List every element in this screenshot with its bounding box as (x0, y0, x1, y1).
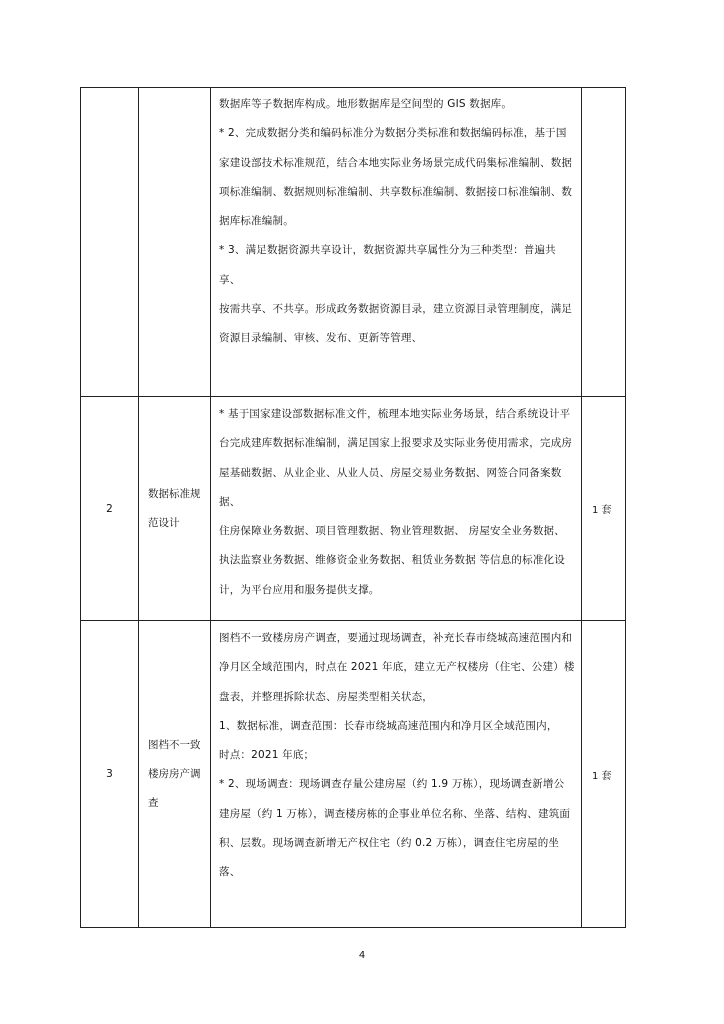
quantity: 1 套 (592, 770, 612, 782)
content-cell (211, 88, 582, 397)
spec-table (80, 87, 626, 928)
quantity-cell (582, 88, 626, 397)
quantity-cell (582, 621, 626, 928)
content-cell (211, 397, 582, 621)
content-text (211, 397, 581, 605)
content-line: 按需共享、不共享。形成政务数据资源目录，建立资源目录管理制度，满足 (219, 303, 573, 316)
content-line: 住房保障业务数据、项目管理数据、物业管理数据、 房屋安全业务数据、 (219, 525, 565, 538)
content-line: 执法监察业务数据、维修资金业务数据、租赁业务数据 等信息的标准化设 (219, 554, 565, 567)
content-text (211, 88, 581, 354)
content-line: 家建设部技术标准规范，结合本地实际业务场景完成代码集标准编制、数据 (219, 156, 573, 169)
content-line: * 2、完成数据分类和编码标准分为数据分类标准和数据编码标准，基于国 (219, 127, 567, 140)
content-line: 据库标准编制。 (219, 215, 294, 228)
content-line: 图档不一致楼房房产调查，要通过现场调查，补充长春市绕城高速范围内和 (219, 632, 573, 644)
content-line: * 2、现场调查：现场调查存量公建房屋（约 1.9 万栋），现场调查新增公 (219, 778, 565, 791)
content-line: 建房屋（约 1 万栋），调查楼房栋的企事业单位名称、坐落、结构、建筑面 (219, 807, 571, 820)
content-line: 积、层数。现场调查新增无产权住宅（约 0.2 万栋），调查住宅房屋的坐落、 (219, 837, 560, 879)
content-line: 资源目录编制、审核、发布、更新等管理、 (219, 332, 423, 345)
content-line: * 3、满足数据资源共享设计，数据资源共享属性分为三种类型：普遍共享、 (219, 244, 556, 286)
content-line: 盘表，并整理拆除状态、房屋类型相关状态， (219, 690, 433, 703)
content-line: 净月区全域范围内，时点在 2021 年底，建立无产权楼房（住宅、公建）楼 (219, 661, 575, 674)
row-number-cell: 2 (81, 397, 139, 621)
row-number-cell: 3 (81, 621, 139, 928)
content-text (211, 621, 581, 888)
content-line: 1、数据标准，调查范围：长春市绕城高速范围内和净月区全域范围内， (219, 719, 558, 732)
row-number-cell (81, 88, 139, 397)
table-row (81, 621, 626, 928)
content-line: 时点：2021 年底； (219, 749, 315, 762)
item-name-cell (139, 397, 211, 621)
item-name: 图档不一致楼房房产调查 (148, 738, 201, 809)
quantity-cell (582, 397, 626, 621)
quantity: 1 套 (592, 505, 612, 516)
item-name-cell (139, 88, 211, 397)
content-line: 屋基础数据、从业企业、从业人员、房屋交易业务数据、网签合同备案数据、 (219, 466, 562, 508)
content-line: * 基于国家建设部数据标准文件，梳理本地实际业务场景，结合系统设计平 (219, 408, 571, 420)
item-name: 数据标准规范设计 (148, 487, 201, 529)
page-number: 4 (358, 950, 366, 961)
content-line: 数据库等子数据库构成。地形数据库是空间型的 GIS 数据库。 (219, 98, 513, 110)
item-name-cell (139, 621, 211, 928)
table-row (81, 397, 626, 621)
table-row (81, 88, 626, 397)
content-cell (211, 621, 582, 928)
content-line: 台完成建库数据标准编制，满足国家上报要求及实际业务使用需求，完成房 (219, 437, 573, 450)
content-line: 项标准编制、数据规则标准编制、共享数标准编制、数据接口标准编制、数 (219, 185, 573, 198)
content-line: 计，为平台应用和服务提供支撑。 (219, 583, 380, 596)
